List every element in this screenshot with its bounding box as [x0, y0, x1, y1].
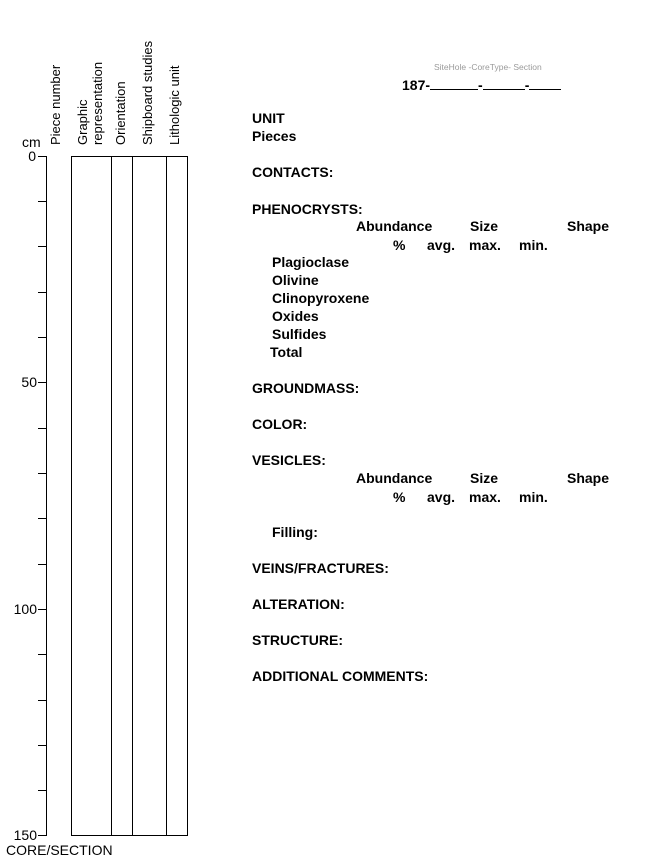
- column-header-graphic-line1: Graphic: [75, 99, 90, 145]
- mineral-total: Total: [270, 344, 303, 360]
- header-sep2: -: [524, 77, 530, 93]
- filling-label: Filling:: [272, 524, 318, 540]
- header-caption: SiteHole -CoreType- Section: [434, 62, 542, 72]
- column-header-graphic-line2: representation: [90, 61, 105, 145]
- additional-comments-label: ADDITIONAL COMMENTS:: [252, 668, 429, 684]
- section-field[interactable]: [529, 76, 561, 90]
- scale-label-100: 100: [13, 601, 37, 617]
- pheno-percent-header: %: [393, 237, 406, 253]
- mineral-oxides: Oxides: [272, 308, 319, 324]
- core-type-field[interactable]: [483, 76, 525, 90]
- scale-ticks: [38, 157, 46, 836]
- vesicle-min-header: min.: [519, 489, 548, 505]
- vesicles-label: VESICLES:: [252, 452, 326, 468]
- column-header-lithologic-unit: Lithologic unit: [167, 65, 182, 145]
- scale-label-0: 0: [28, 148, 36, 164]
- phenocrysts-label: PHENOCRYSTS:: [252, 201, 363, 217]
- pheno-abundance-header: Abundance: [356, 218, 433, 234]
- vesicle-max-header: max.: [469, 489, 501, 505]
- pheno-shape-header: Shape: [567, 218, 610, 234]
- structure-label: STRUCTURE:: [252, 632, 343, 648]
- column-header-orientation: Orientation: [113, 81, 128, 145]
- mineral-olivine: Olivine: [272, 272, 319, 288]
- header-identifier: [402, 76, 561, 93]
- core-log-grid: [0, 0, 200, 840]
- header-prefix: 187-: [402, 77, 431, 93]
- vesicle-size-header: Size: [470, 470, 499, 486]
- alteration-label: ALTERATION:: [252, 596, 345, 612]
- log-columns-box: [72, 157, 188, 836]
- site-hole-field[interactable]: [430, 76, 478, 90]
- pheno-min-header: min.: [519, 237, 548, 253]
- pieces-label: Pieces: [252, 128, 297, 144]
- pheno-max-header: max.: [469, 237, 501, 253]
- pheno-avg-header: avg.: [427, 237, 456, 253]
- mineral-clinopyroxene: Clinopyroxene: [272, 290, 370, 306]
- scale-unit-label: cm: [22, 134, 41, 150]
- unit-label: UNIT: [252, 110, 285, 126]
- column-header-piece-number: Piece number: [48, 64, 63, 145]
- scale-label-150: 150: [13, 827, 37, 843]
- header-sep1: -: [478, 77, 483, 93]
- mineral-plagioclase: Plagioclase: [272, 254, 350, 270]
- pheno-size-header: Size: [470, 218, 499, 234]
- mineral-sulfides: Sulfides: [272, 326, 327, 342]
- veins-fractures-label: VEINS/FRACTURES:: [252, 560, 389, 576]
- color-label: COLOR:: [252, 416, 308, 432]
- contacts-label: CONTACTS:: [252, 164, 334, 180]
- groundmass-label: GROUNDMASS:: [252, 380, 360, 396]
- scale-label-50: 50: [21, 374, 37, 390]
- column-header-shipboard-studies: Shipboard studies: [140, 40, 155, 145]
- vesicle-percent-header: %: [393, 489, 406, 505]
- vesicle-avg-header: avg.: [427, 489, 456, 505]
- vesicle-abundance-header: Abundance: [356, 470, 433, 486]
- vesicle-shape-header: Shape: [567, 470, 610, 486]
- core-section-label: CORE/SECTION: [6, 842, 113, 858]
